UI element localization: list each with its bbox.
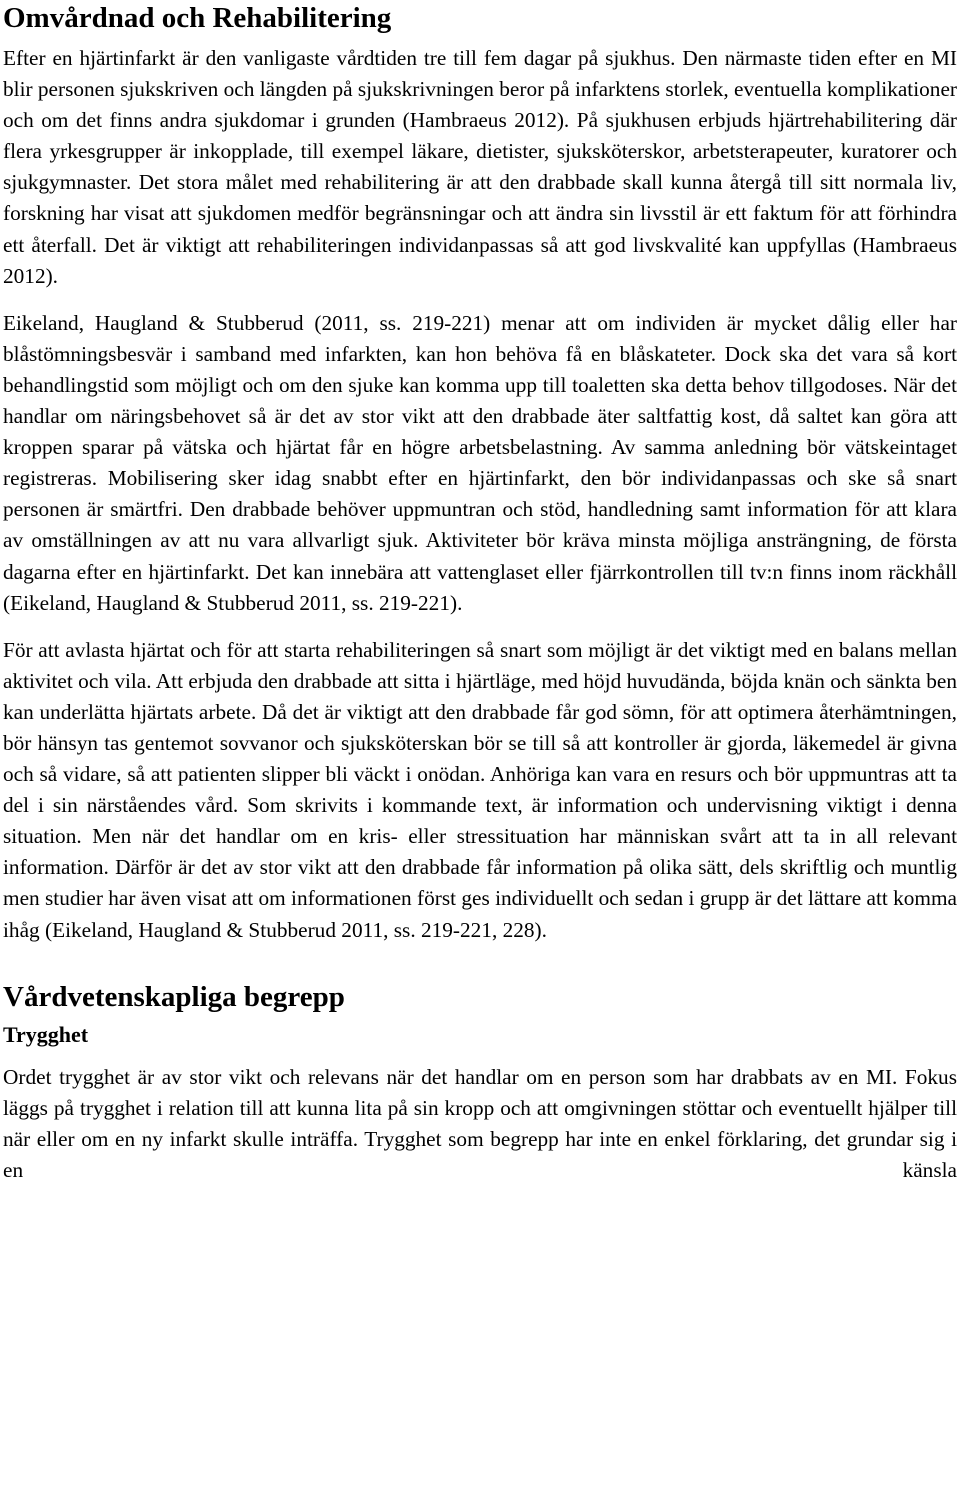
body-paragraph-trygghet: Ordet trygghet är av stor vikt och relevans när det handlar om en person som har drabbats av en MI. Fokus läggs på trygghet i relation till att kunna lita på sin kropp och att omgivningen stöttar och eventuellt hjälper till när eller om en ny infarkt skulle inträffa. Trygghet som begrepp har inte en enkel förklaring, det grundar sig i en känsla (3, 1064, 957, 1182)
main-heading: Omvårdnad och Rehabilitering (3, 2, 392, 34)
body-paragraph-3: För att avlasta hjärtat och för att starta rehabiliteringen så snart som möjligt är det viktigt med en balans mellan aktivitet och vila. Att erbjuda den drabbade att sitta i hjärtläge, med höjd huvudända, böjda knän och sänkta ben kan underlätta hjärtats arbete. Då det är viktigt att den drabbade får god sömn, för att optimera återhämtningen, bör hänsyn tas gentemot sovvanor och sjuksköterskan bör se till så att kontroller är gjorda, läkemedel är givna och så vidare, så att patienten slipper bli väckt i onödan. Anhöriga kan vara en resurs och bör uppmuntras att ta del i sin närståendes vård. Som skrivits i kommande text, är information och undervisning viktigt i denna situation. Men när det handlar om en kris- eller stressituation har människan svårt att ta in all relevant information. Därför är det av stor vikt att den drabbade får information på olika sätt, dels skriftlig och muntlig men studier har även visat att om informationen först ges individuellt och sedan i grupp är det lättare att komma ihåg (Eikeland, Haugland & Stubberud 2011, ss. 219-221, 228). (3, 637, 957, 942)
section-heading: Vårdvetenskapliga begrepp (3, 980, 345, 1013)
paragraph-spacer (3, 292, 957, 308)
paragraph-spacer (3, 619, 957, 635)
subsection-heading: Trygghet (3, 1021, 89, 1047)
section-spacer (3, 946, 957, 980)
document-page (3, 0, 957, 1186)
body-paragraph-1: Efter en hjärtinfarkt är den vanligaste vårdtiden tre till fem dagar på sjukhus. Den närmaste tiden efter en MI blir personen sjukskriven och längden på sjukskrivningen beror på infarktens storlek, eventuella komplikationer och om det finns andra sjukdomar i grunden (Hambraeus 2012). På sjukhusen erbjuds hjärtrehabilitering där flera yrkesgrupper är inkopplade, till exempel läkare, dietister, sjuksköterskor, arbetsterapeuter, kuratorer och sjukgymnaster. Det stora målet med rehabilitering är att den drabbade skall kunna återgå till sitt normala liv, forskning har visat att sjukdomen medför begränsningar och att ändra sin livsstil är ett faktum för att förhindra ett återfall. Det är viktigt att rehabiliteringen individanpassas så att god livskvalité kan uppfyllas (Hambraeus 2012). (3, 46, 957, 288)
body-paragraph-2: Eikeland, Haugland & Stubberud (2011, ss. 219-221) menar att om individen är mycket dålig eller har blåstömningsbesvär i samband med infarkten, kan hon behöva få en blåskateter. Dock ska det vara så kort behandlingstid som möjligt och om den sjuke kan komma upp till toaletten ska detta behov tillgodoses. När det handlar om näringsbehovet så är det av stor vikt att den drabbade äter saltfattig kost, då saltet kan göra att kroppen sparar på vätska och hjärtat får en högre arbetsbelastning. Av samma anledning bör vätskeintaget registreras. Mobilisering sker idag snabbt efter en hjärtinfarkt, den bör individanpassas och ske så snart personen är smärtfri. Den drabbade behöver uppmuntran och stöd, handledning samt information för att klara av omställningen av att nu vara allvarligt sjuk. Aktiviteter bör kräva minsta möjliga ansträngning, de första dagarna efter en hjärtinfarkt. Det kan innebära att vattenglaset eller fjärrkontrollen till tv:n finns inom räckhåll (Eikeland, Haugland & Stubberud 2011, ss. 219-221). (3, 310, 957, 615)
